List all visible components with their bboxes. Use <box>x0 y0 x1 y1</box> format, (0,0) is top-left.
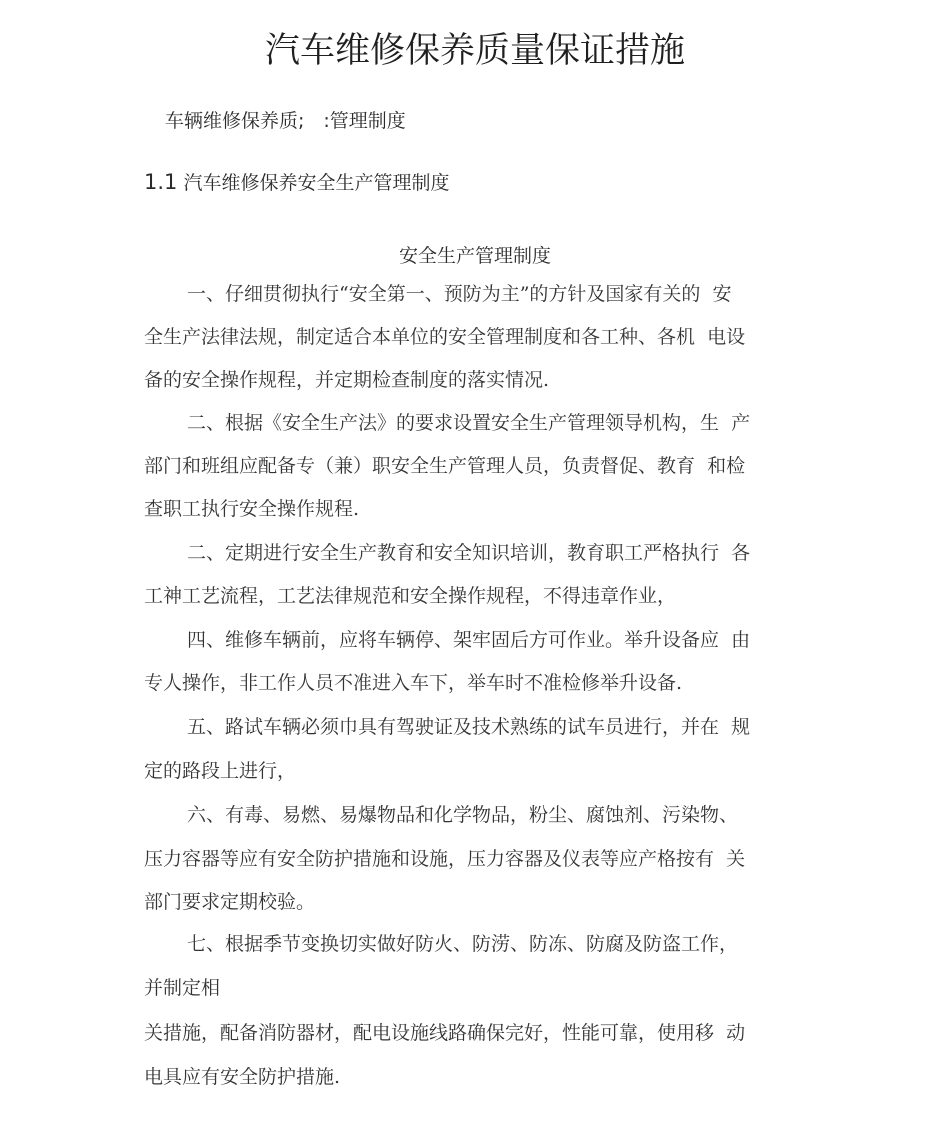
section-number: 1.1 <box>144 170 178 194</box>
clause-3-line-1: 二、定期进行安全生产教育和安全知识培训，教育职工严格执行 各 <box>187 542 751 564</box>
clause-2-line-2: 部门和班组应配备专（兼）职安全生产管理人员，负责督促、教育 和检 <box>144 455 746 477</box>
clause-7-line-3: 关措施，配备消防器材，配电设施线路确保完好，性能可靠，使用移 动 <box>144 1022 746 1044</box>
regulation-title: 安全生产管理制度 <box>398 245 551 267</box>
clause-4-line-1: 四、维修车辆前，应将车辆停、架牢固后方可作业。举升设备应 由 <box>187 629 751 651</box>
clause-2-line-1: 二、根据《安全生产法》的要求设置安全生产管理领导机构，生 产 <box>187 412 751 434</box>
document-title: 汽车维修保养质量保证措施 <box>264 31 685 71</box>
clause-1-line-2: 全生产法律法规，制定适合本单位的安全管理制度和各工种、各机 电设 <box>144 326 746 348</box>
clause-7-line-4: 电具应有安全防护措施. <box>144 1066 341 1088</box>
clause-6-line-2: 压力容器等应有安全防护措施和设施，压力容器及仪表等应产格按有 关 <box>144 848 746 870</box>
clause-1-line-3: 备的安全操作规程，并定期检查制度的落实情况. <box>144 369 550 391</box>
section-heading <box>144 167 449 198</box>
clause-4-line-2: 专人操作，非工作人员不准进入车下，举车时不准检修举升设备. <box>144 672 683 694</box>
clause-6-line-3: 部门要求定期校验。 <box>144 891 316 913</box>
clause-7-line-2: 并制定相 <box>144 977 221 999</box>
clause-5-line-2: 定的路段上进行， <box>144 760 297 782</box>
clause-2-line-3: 查职工执行安全操作规程. <box>144 498 360 520</box>
document-subtitle: 车辆维修保养质; :管理制度 <box>165 110 406 132</box>
section-title: 汽车维修保养安全生产管理制度 <box>183 172 450 194</box>
clause-3-line-2: 工神工艺流程，工艺法律规范和安全操作规程，不得违章作业， <box>144 585 677 607</box>
clause-1-line-1: 一、仔细贯彻执行“安全第一、预防为主”的方针及国家有关的 安 <box>187 283 732 305</box>
clause-6-line-1: 六、有毒、易燃、易爆物品和化学物品，粉尘、腐蚀剂、污染物、 <box>187 804 739 826</box>
clause-7-line-1: 七、根据季节变换切实做好防火、防涝、防冻、防腐及防盗工作， <box>187 933 739 955</box>
clause-5-line-1: 五、路试车辆必须巾具有驾驶证及技术熟练的试车员进行，并在 规 <box>187 716 751 738</box>
